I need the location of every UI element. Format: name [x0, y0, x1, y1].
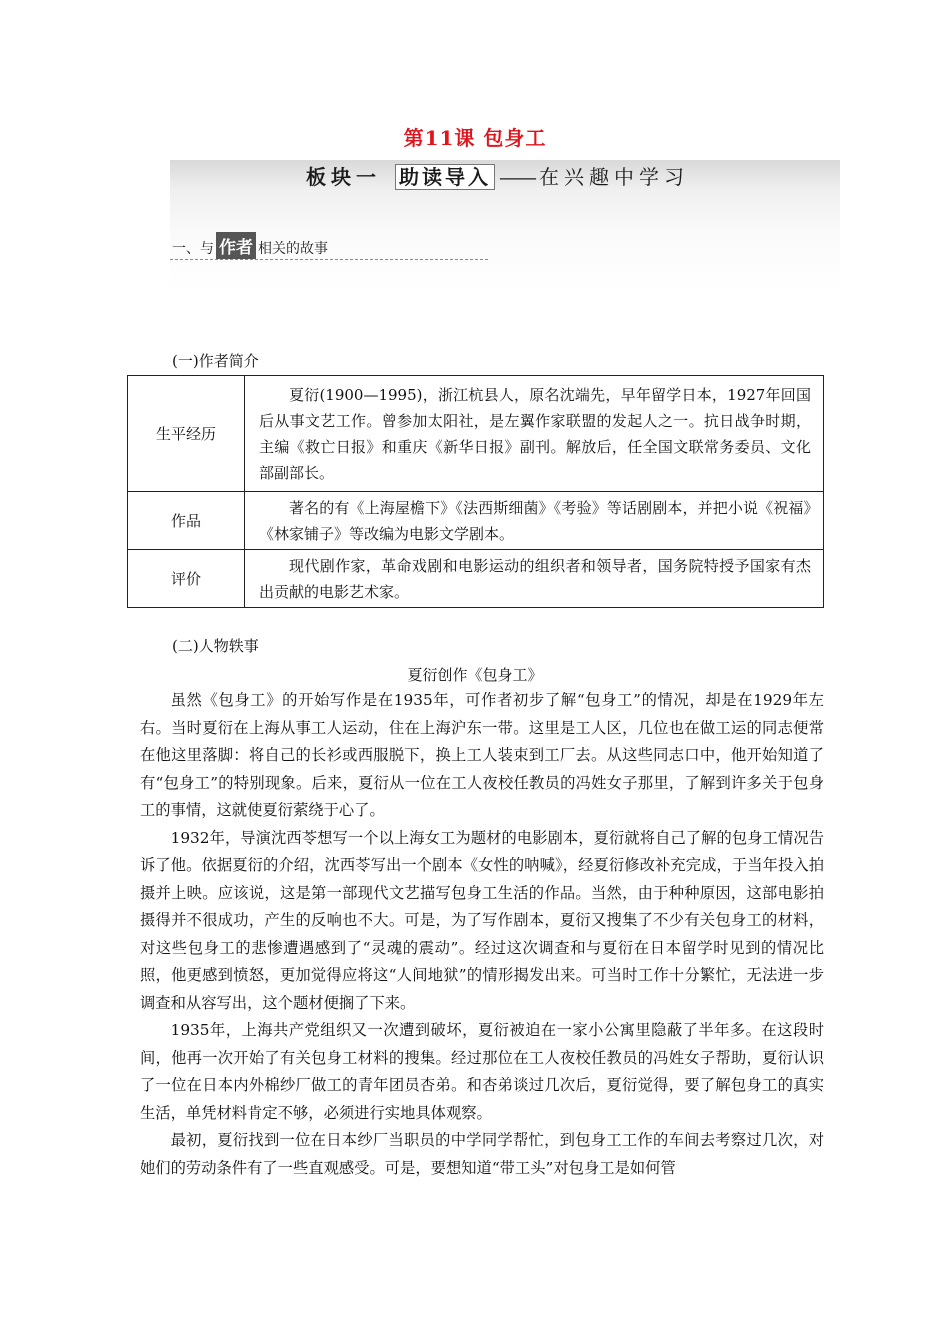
- author-info-table: [127, 375, 824, 608]
- article-paragraph: 1932年，导演沈西苓想写一个以上海女工为题材的电影剧本，夏衍就将自己了解的包身工情况告诉了他。依据夏衍的介绍，沈西苓写出一个剧本《女性的呐喊》，经夏衍修改补充完成，于当年投入拍摄并上映。应该说，这是第一部现代文艺描写包身工生活的作品。当然，由于种种原因，这部电影拍摄得并不很成功，产生的反响也不大。可是，为了写作剧本，夏衍又搜集了不少有关包身工的材料，对这些包身工的悲惨遭遇感到了“灵魂的震动”。经过这次调查和与夏衍在日本留学时见到的情况比照，他更感到愤怒，更加觉得应将这“人间地狱”的情形揭发出来。可当时工作十分繁忙，无法进一步调查和从容写出，这个题材便搁了下来。: [140, 828, 824, 1012]
- article-paragraph: 1935年，上海共产党组织又一次遭到破坏，夏衍被迫在一家小公寓里隐蔽了半年多。在这段时间，他再一次开始了有关包身工材料的搜集。经过那位在工人夜校任教员的冯姓女子帮助，夏衍认识了一位在日本内外棉纱厂做工的青年团员杏弟。和杏弟谈过几次后，夏衍觉得，要了解包身工的真实生活，单凭材料肯定不够，必须进行实地具体观察。: [140, 1021, 824, 1122]
- row-content: 现代剧作家，革命戏剧和电影运动的组织者和领导者，国务院特授予国家有杰出贡献的电影艺术家。: [245, 550, 824, 608]
- banner-dash: ——: [499, 165, 535, 189]
- section-title-author: (一)作者简介: [172, 352, 259, 370]
- row-label: 评价: [128, 550, 245, 608]
- table-row: [128, 550, 824, 608]
- row-content: 著名的有《上海屋檐下》《法西斯细菌》《考验》等话剧剧本，并把小说《祝福》《林家铺子》等改编为电影文学剧本。: [245, 492, 824, 550]
- section-title-anecdote: (二)人物轶事: [172, 637, 259, 655]
- sub-heading-prefix: 一、与: [172, 241, 214, 257]
- sub-heading-suffix: 相关的故事: [258, 241, 328, 257]
- row-label: 作品: [128, 492, 245, 550]
- article-paragraph: 最初，夏衍找到一位在日本纱厂当职员的中学同学帮忙，到包身工工作的车间去考察过几次，对她们的劳动条件有了一些直观感受。可是，要想知道“带工头”对包身工是如何管: [140, 1131, 824, 1177]
- lesson-title: 第11课 包身工: [403, 126, 547, 150]
- table-row: [128, 492, 824, 550]
- banner-part-two: 助读导入: [395, 164, 495, 190]
- sub-heading: [172, 232, 328, 259]
- dotted-divider: [170, 259, 488, 260]
- article-paragraph: 虽然《包身工》的开始写作是在1935年，可作者初步了解“包身工”的情况，却是在1929年左右。当时夏衍在上海从事工人运动，住在上海沪东一带。这里是工人区，几位也在做工运的同志便常在他这里落脚：将自己的长衫或西服脱下，换上工人装束到工厂去。从这些同志口中，他开始知道了有“包身工”的特别现象。后来，夏衍从一位在工人夜校任教员的冯姓女子那里，了解到许多关于包身工的事情，这就使夏衍萦绕于心了。: [140, 691, 824, 819]
- banner-heading: [306, 161, 689, 190]
- article-title: 夏衍创作《包身工》: [407, 666, 543, 684]
- banner-part-one: 板块一: [306, 165, 381, 189]
- row-label: 生平经历: [128, 376, 245, 492]
- sub-heading-emphasis: 作者: [216, 232, 256, 259]
- table-row: [128, 376, 824, 492]
- row-content: 夏衍(1900—1995)，浙江杭县人，原名沈端先，早年留学日本，1927年回国后从事文艺工作。曾参加太阳社，是左翼作家联盟的发起人之一。抗日战争时期，主编《救亡日报》和重庆《新华日报》副刊。解放后，任全国文联常务委员、文化部副部长。: [245, 376, 824, 492]
- banner-part-three: 在兴趣中学习: [539, 165, 689, 189]
- article-body: [140, 687, 824, 1182]
